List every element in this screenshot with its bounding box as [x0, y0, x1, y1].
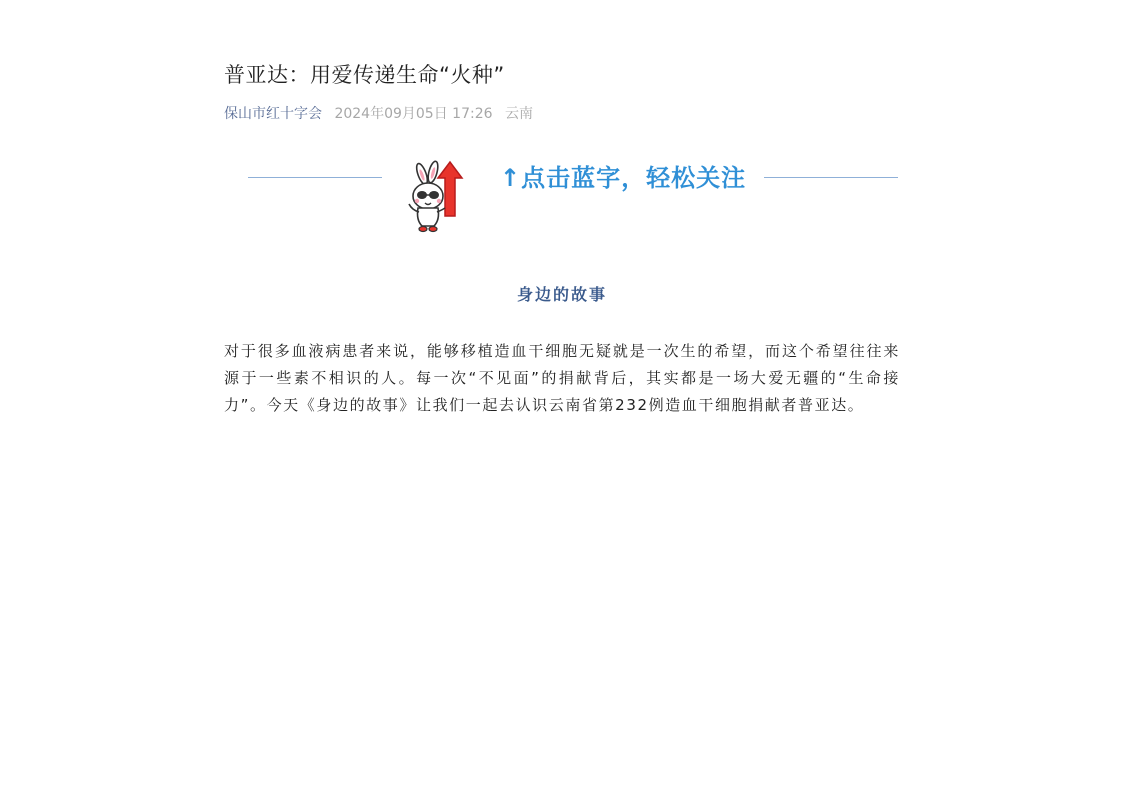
publish-location: 云南 [504, 106, 533, 122]
article-paragraph: 对于很多血液病患者来说，能够移植造血干细胞无疑就是一次生的希望，而这个希望往往来源于一些素不相识的人。每一次“不见面”的捐献背后，其实都是一场大爱无疆的“生命接力”。今天《身边的故事》让我们一起去认识云南省第232例造血干细胞捐献者普亚达。 [224, 342, 900, 414]
follow-banner[interactable] [248, 158, 874, 236]
publish-date: 2024年09月05日 17:26 [334, 106, 493, 122]
banner-divider-right [764, 177, 898, 178]
bunny-mascot-icon [404, 160, 468, 236]
article-meta [224, 104, 533, 124]
follow-prompt-text: ↑点击蓝字，轻松关注 [500, 164, 747, 192]
article-title: 普亚达：用爱传递生命“火种” [224, 63, 505, 87]
banner-divider-left [248, 177, 382, 178]
section-heading: 身边的故事 [516, 285, 607, 304]
author-link[interactable]: 保山市红十字会 [224, 106, 322, 122]
